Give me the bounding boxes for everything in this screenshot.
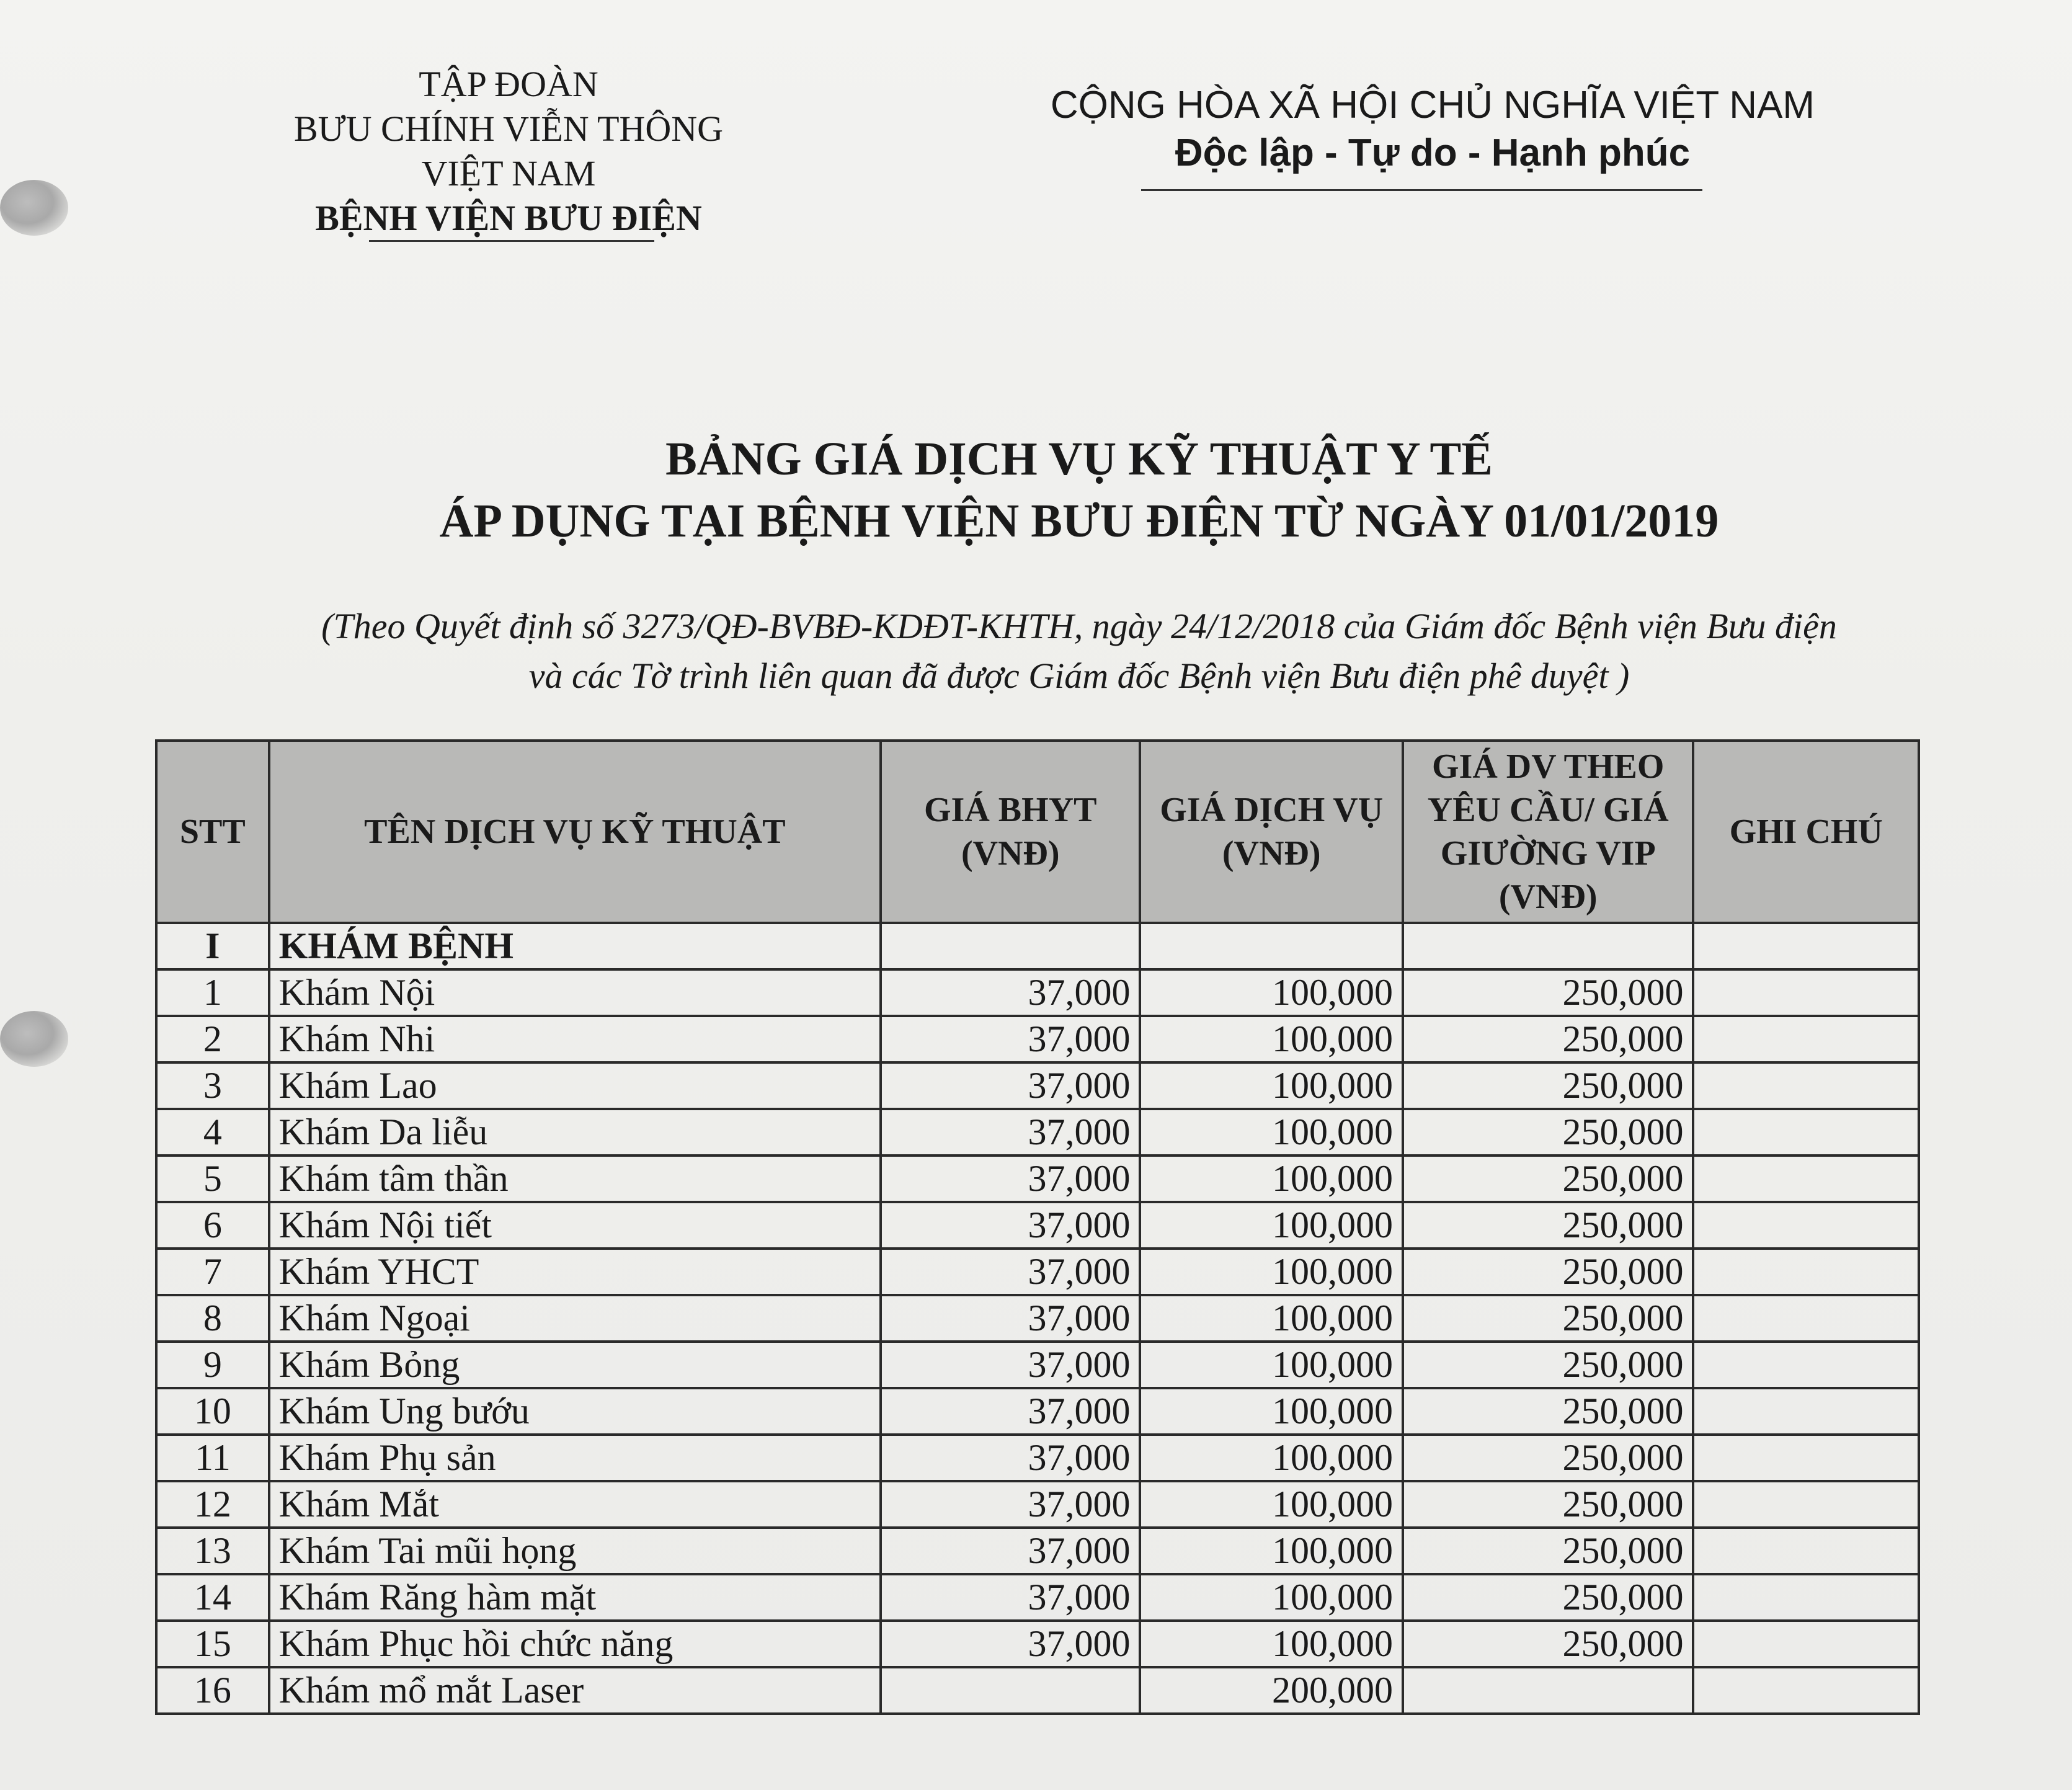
org-line-3: VIỆT NAM xyxy=(421,153,596,194)
row-stt: 13 xyxy=(156,1528,269,1574)
row-bhyt-price: 37,000 xyxy=(881,1249,1140,1295)
row-service-name: Khám Bỏng xyxy=(269,1342,881,1388)
title-line-1: BẢNG GIÁ DỊCH VỤ KỸ THUẬT Y TẾ xyxy=(665,433,1493,485)
row-stt: 3 xyxy=(156,1062,269,1109)
row-service-price: 100,000 xyxy=(1140,1016,1403,1062)
row-note xyxy=(1693,1435,1919,1481)
row-bhyt-price: 37,000 xyxy=(881,1295,1140,1342)
motto-underline xyxy=(1141,189,1702,191)
row-bhyt-price: 37,000 xyxy=(881,1621,1140,1667)
row-vip-price: 250,000 xyxy=(1403,1388,1694,1435)
row-stt: 6 xyxy=(156,1202,269,1249)
row-vip-price: 250,000 xyxy=(1403,969,1694,1016)
table-row xyxy=(156,1016,1919,1062)
row-service-price: 200,000 xyxy=(1140,1667,1403,1714)
row-service-price: 100,000 xyxy=(1140,1155,1403,1202)
row-note xyxy=(1693,1295,1919,1342)
row-bhyt-price: 37,000 xyxy=(881,1528,1140,1574)
table-row xyxy=(156,1481,1919,1528)
row-vip-price xyxy=(1403,1667,1694,1714)
row-stt: 5 xyxy=(156,1155,269,1202)
row-note xyxy=(1693,1249,1919,1295)
row-bhyt-price: 37,000 xyxy=(881,1574,1140,1621)
row-vip-price: 250,000 xyxy=(1403,1435,1694,1481)
row-service-price: 100,000 xyxy=(1140,1481,1403,1528)
row-service-name: Khám Răng hàm mặt xyxy=(269,1574,881,1621)
row-bhyt-price: 37,000 xyxy=(881,1481,1140,1528)
row-note xyxy=(1693,969,1919,1016)
subtitle-line-1: (Theo Quyết định số 3273/QĐ-BVBĐ-KDĐT-KHTH, ngày 24/12/2018 của Giám đốc Bệnh viện Bưu điện xyxy=(321,606,1837,646)
row-note xyxy=(1693,1667,1919,1714)
row-stt: 9 xyxy=(156,1342,269,1388)
row-service-name: Khám tâm thần xyxy=(269,1155,881,1202)
section-name: KHÁM BỆNH xyxy=(269,923,881,969)
table-row xyxy=(156,1342,1919,1388)
row-note xyxy=(1693,1016,1919,1062)
document-subtitle xyxy=(143,602,2016,701)
row-service-name: Khám Nội tiết xyxy=(269,1202,881,1249)
row-vip-price: 250,000 xyxy=(1403,1528,1694,1574)
hospital-underline xyxy=(369,240,654,242)
row-vip-price: 250,000 xyxy=(1403,1016,1694,1062)
row-service-name: Khám Ngoại xyxy=(269,1295,881,1342)
row-service-price: 100,000 xyxy=(1140,1574,1403,1621)
row-bhyt-price: 37,000 xyxy=(881,1342,1140,1388)
table-header-row xyxy=(156,741,1919,923)
row-service-price: 100,000 xyxy=(1140,1062,1403,1109)
row-note xyxy=(1693,1202,1919,1249)
row-stt: 14 xyxy=(156,1574,269,1621)
section-stt: I xyxy=(156,923,269,969)
row-note xyxy=(1693,1109,1919,1155)
row-stt: 12 xyxy=(156,1481,269,1528)
row-vip-price: 250,000 xyxy=(1403,1155,1694,1202)
row-note xyxy=(1693,1342,1919,1388)
row-bhyt-price: 37,000 xyxy=(881,1388,1140,1435)
table-row xyxy=(156,969,1919,1016)
row-vip-price: 250,000 xyxy=(1403,1295,1694,1342)
row-service-price: 100,000 xyxy=(1140,1109,1403,1155)
header-service-price: GIÁ DỊCH VỤ (VNĐ) xyxy=(1140,741,1403,923)
row-vip-price: 250,000 xyxy=(1403,1481,1694,1528)
row-vip-price: 250,000 xyxy=(1403,1109,1694,1155)
header-stt: STT xyxy=(156,741,269,923)
table-row xyxy=(156,1249,1919,1295)
subtitle-line-2: và các Tờ trình liên quan đã được Giám đốc Bệnh viện Bưu điện phê duyệt ) xyxy=(528,656,1630,696)
table-row xyxy=(156,1062,1919,1109)
row-service-name: Khám Da liễu xyxy=(269,1109,881,1155)
organization-header xyxy=(248,62,769,241)
header-vip-price: GIÁ DV THEO YÊU CẦU/ GIÁ GIƯỜNG VIP (VNĐ) xyxy=(1403,741,1694,923)
national-header xyxy=(1048,81,1817,176)
table-row xyxy=(156,1202,1919,1249)
row-stt: 2 xyxy=(156,1016,269,1062)
row-service-price: 100,000 xyxy=(1140,1528,1403,1574)
row-vip-price: 250,000 xyxy=(1403,1342,1694,1388)
row-note xyxy=(1693,1062,1919,1109)
table-row xyxy=(156,1109,1919,1155)
row-service-name: Khám Tai mũi họng xyxy=(269,1528,881,1574)
org-line-2: BƯU CHÍNH VIỄN THÔNG xyxy=(293,109,724,149)
table-row xyxy=(156,1155,1919,1202)
row-vip-price: 250,000 xyxy=(1403,1202,1694,1249)
section-row xyxy=(156,923,1919,969)
row-bhyt-price: 37,000 xyxy=(881,1016,1140,1062)
row-service-name: Khám YHCT xyxy=(269,1249,881,1295)
row-vip-price: 250,000 xyxy=(1403,1062,1694,1109)
punch-hole xyxy=(0,1011,68,1067)
row-service-price: 100,000 xyxy=(1140,1342,1403,1388)
table-row xyxy=(156,1295,1919,1342)
row-note xyxy=(1693,1574,1919,1621)
row-note xyxy=(1693,1528,1919,1574)
row-stt: 1 xyxy=(156,969,269,1016)
row-service-name: Khám Phục hồi chức năng xyxy=(269,1621,881,1667)
document-title xyxy=(186,428,1972,552)
title-line-2: ÁP DỤNG TẠI BỆNH VIỆN BƯU ĐIỆN TỪ NGÀY 01/01/2019 xyxy=(439,495,1719,547)
row-stt: 11 xyxy=(156,1435,269,1481)
row-stt: 7 xyxy=(156,1249,269,1295)
table-row xyxy=(156,1621,1919,1667)
punch-hole xyxy=(0,180,68,236)
hospital-name: BỆNH VIỆN BƯU ĐIỆN xyxy=(315,198,702,238)
row-bhyt-price: 37,000 xyxy=(881,1109,1140,1155)
row-bhyt-price xyxy=(881,1667,1140,1714)
row-service-name: Khám Nội xyxy=(269,969,881,1016)
row-note xyxy=(1693,1155,1919,1202)
price-table xyxy=(155,739,1920,1715)
header-note: GHI CHÚ xyxy=(1693,741,1919,923)
table-row xyxy=(156,1667,1919,1714)
table-row xyxy=(156,1435,1919,1481)
header-bhyt-price: GIÁ BHYT (VNĐ) xyxy=(881,741,1140,923)
row-service-price: 100,000 xyxy=(1140,1249,1403,1295)
table-row xyxy=(156,1574,1919,1621)
row-service-price: 100,000 xyxy=(1140,1388,1403,1435)
republic-name: CỘNG HÒA XÃ HỘI CHỦ NGHĨA VIỆT NAM xyxy=(1050,84,1815,127)
row-service-name: Khám mổ mắt Laser xyxy=(269,1667,881,1714)
row-bhyt-price: 37,000 xyxy=(881,969,1140,1016)
row-stt: 10 xyxy=(156,1388,269,1435)
row-stt: 8 xyxy=(156,1295,269,1342)
row-vip-price: 250,000 xyxy=(1403,1621,1694,1667)
row-service-price: 100,000 xyxy=(1140,1295,1403,1342)
row-vip-price: 250,000 xyxy=(1403,1574,1694,1621)
row-stt: 15 xyxy=(156,1621,269,1667)
table-row xyxy=(156,1388,1919,1435)
row-note xyxy=(1693,1481,1919,1528)
row-service-price: 100,000 xyxy=(1140,1435,1403,1481)
row-bhyt-price: 37,000 xyxy=(881,1155,1140,1202)
row-service-price: 100,000 xyxy=(1140,969,1403,1016)
row-vip-price: 250,000 xyxy=(1403,1249,1694,1295)
national-motto: Độc lập - Tự do - Hạnh phúc xyxy=(1175,131,1691,174)
row-service-name: Khám Phụ sản xyxy=(269,1435,881,1481)
header-service-name: TÊN DỊCH VỤ KỸ THUẬT xyxy=(269,741,881,923)
row-bhyt-price: 37,000 xyxy=(881,1202,1140,1249)
row-service-name: Khám Nhi xyxy=(269,1016,881,1062)
row-stt: 4 xyxy=(156,1109,269,1155)
row-stt: 16 xyxy=(156,1667,269,1714)
row-service-price: 100,000 xyxy=(1140,1202,1403,1249)
row-note xyxy=(1693,1388,1919,1435)
row-service-price: 100,000 xyxy=(1140,1621,1403,1667)
row-note xyxy=(1693,1621,1919,1667)
row-service-name: Khám Lao xyxy=(269,1062,881,1109)
table-row xyxy=(156,1528,1919,1574)
row-service-name: Khám Mắt xyxy=(269,1481,881,1528)
row-bhyt-price: 37,000 xyxy=(881,1062,1140,1109)
org-line-1: TẬP ĐOÀN xyxy=(419,64,598,104)
row-bhyt-price: 37,000 xyxy=(881,1435,1140,1481)
row-service-name: Khám Ung bướu xyxy=(269,1388,881,1435)
